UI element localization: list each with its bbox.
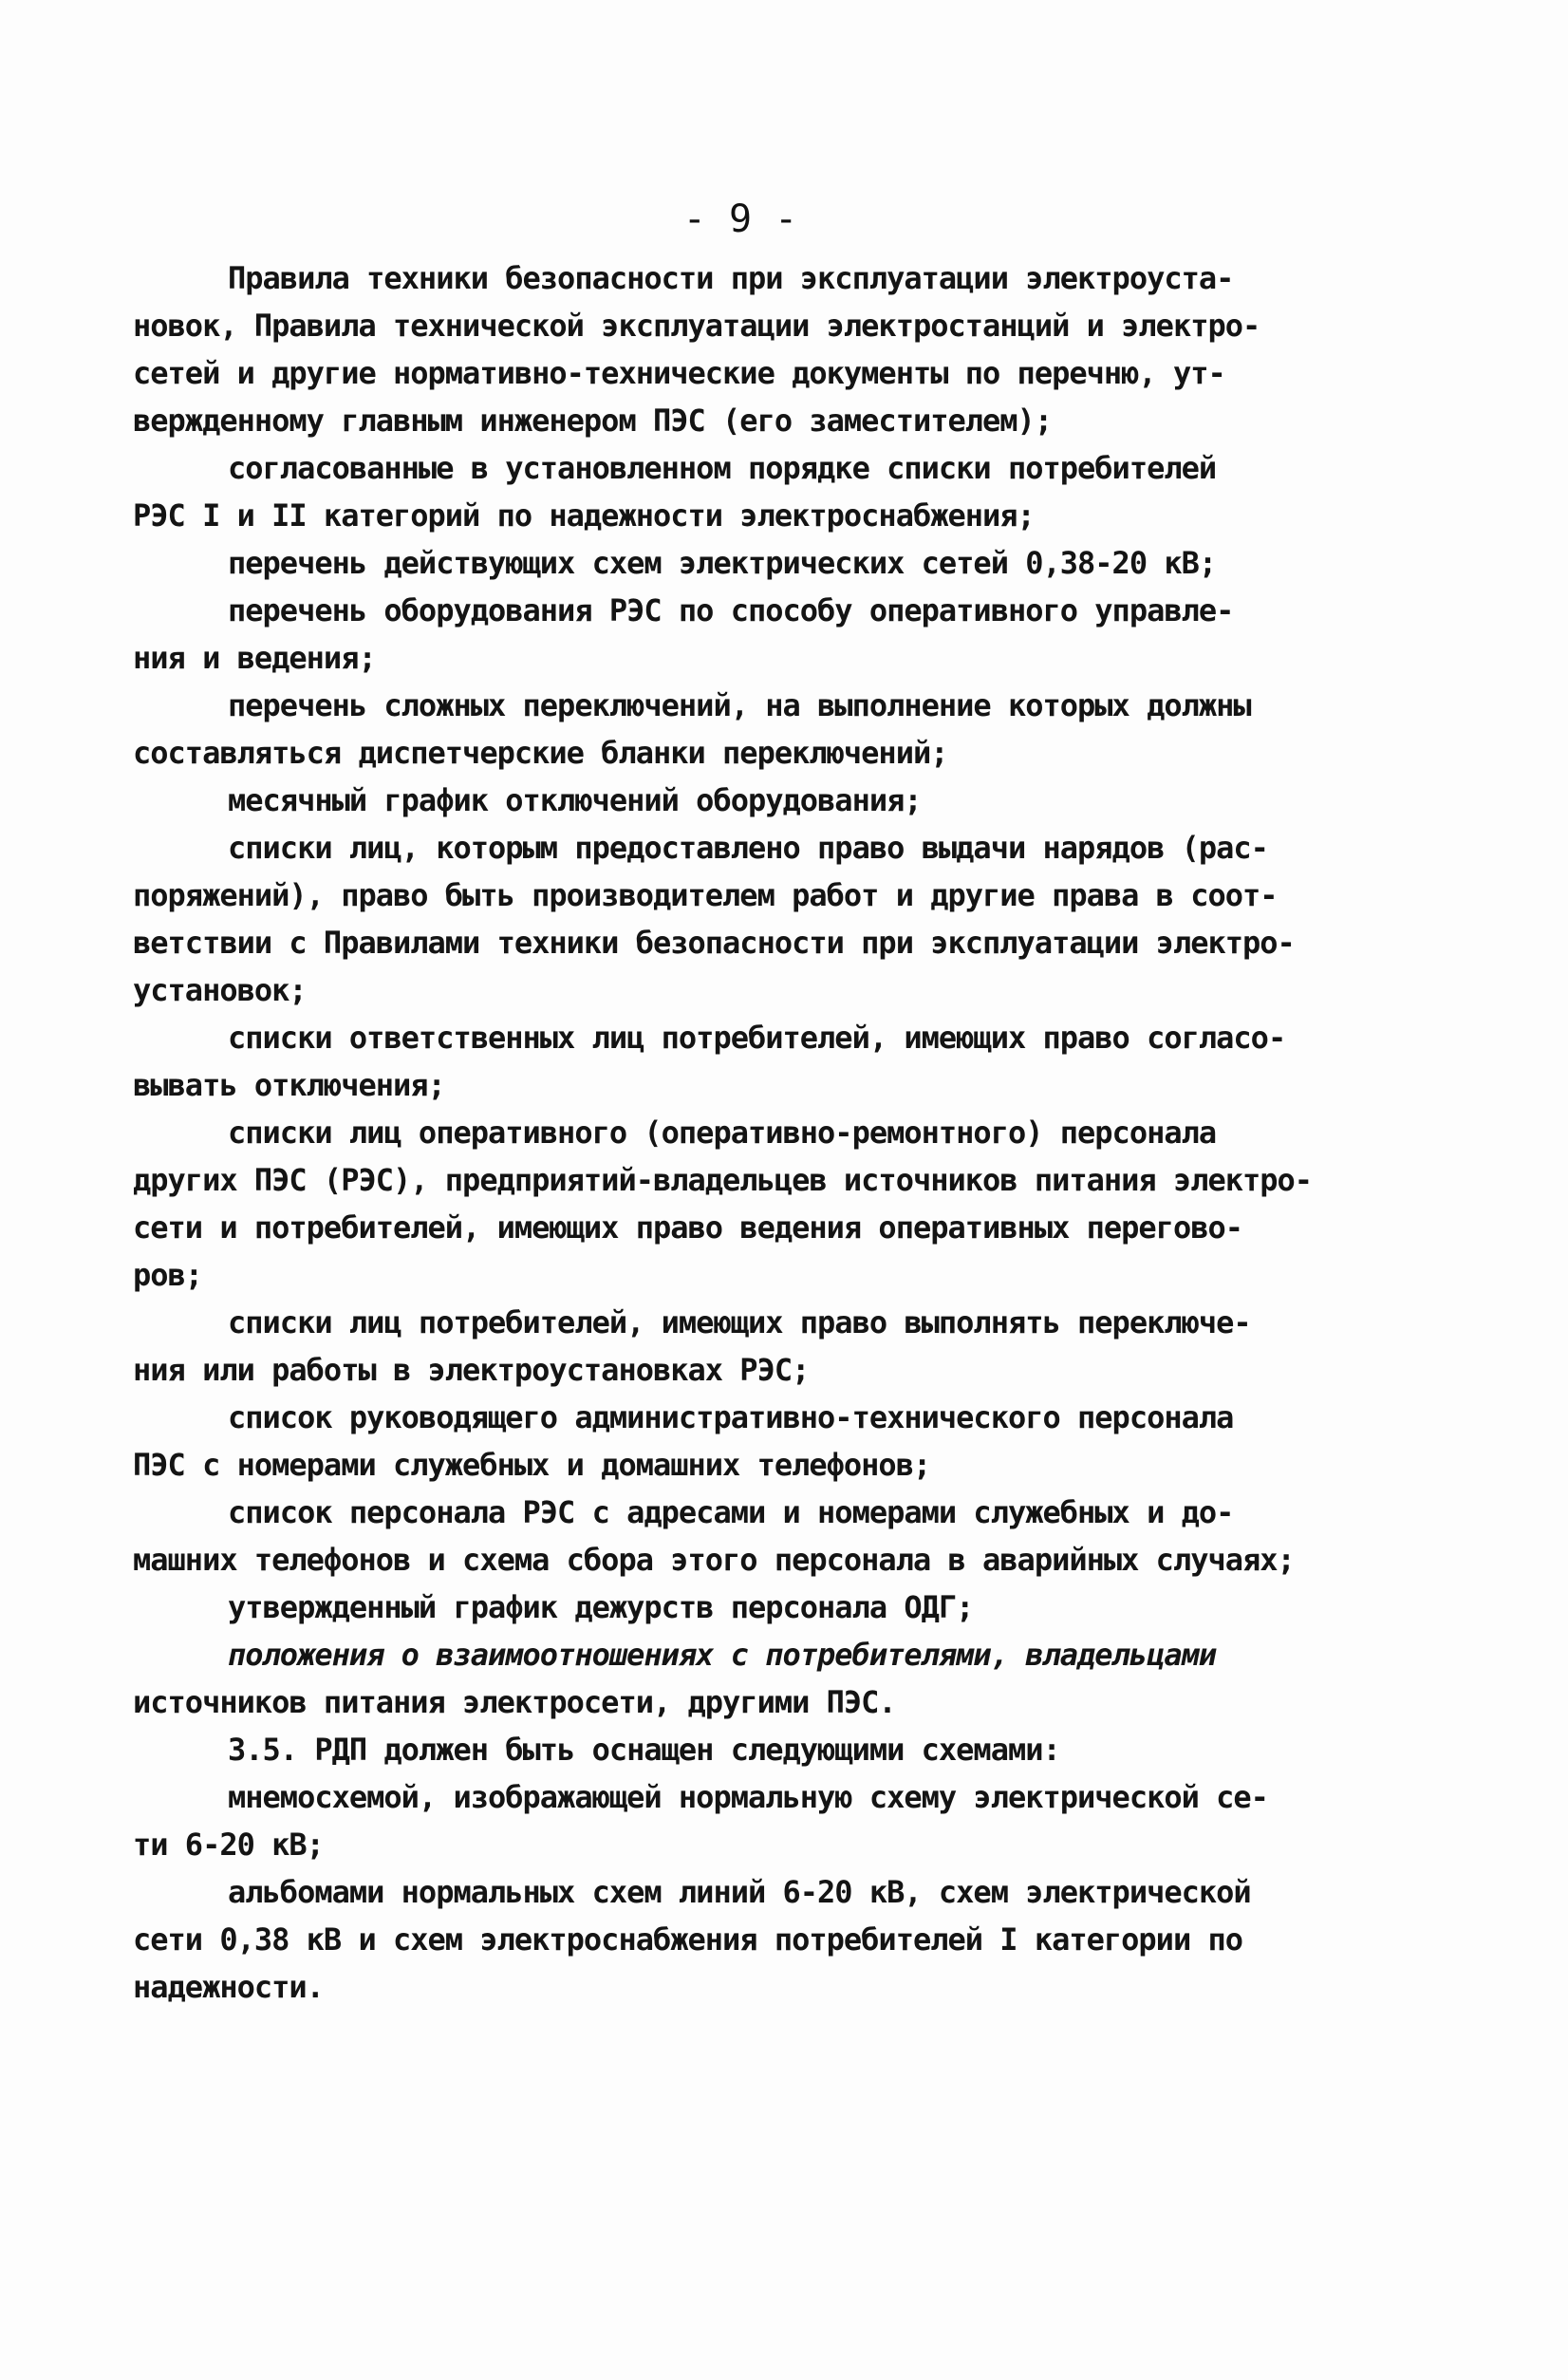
text-line: Правила техники безопасности при эксплуатации электроуста- (228, 260, 1234, 296)
text-line: установок; (133, 972, 307, 1008)
text-line: ветствии с Правилами техники безопасности при эксплуатации электро- (133, 925, 1295, 961)
text-line: мнемосхемой, изображающей нормальную схему электрической се- (228, 1779, 1268, 1815)
page-number: - 9 - (682, 197, 798, 241)
text-line: источников питания электросети, другими ПЭС. (133, 1684, 896, 1720)
text-line: перечень сложных переключений, на выполнение которых должны (228, 687, 1251, 723)
text-line: составляться диспетчерские бланки переключений; (133, 735, 948, 771)
text-line: вержденному главным инженером ПЭС (его заместителем); (133, 403, 1053, 439)
text-line: ров; (133, 1257, 203, 1293)
text-line: новок, Правила технической эксплуатации электростанций и электро- (133, 308, 1260, 344)
text-line: перечень действующих схем электрических сетей 0,38-20 кВ; (228, 545, 1217, 581)
text-line: машних телефонов и схема сбора этого персонала в аварийных случаях; (133, 1542, 1295, 1578)
text-line: сети 0,38 кВ и схем электроснабжения потребителей I категории по (133, 1921, 1242, 1958)
text-line: месячный график отключений оборудования; (228, 782, 922, 818)
text-line: других ПЭС (РЭС), предприятий-владельцев источников питания электро- (133, 1162, 1313, 1198)
text-line: ПЭС с номерами служебных и домашних телефонов; (133, 1447, 931, 1483)
text-line: вывать отключения; (133, 1067, 445, 1103)
text-line: перечень оборудования РЭС по способу оперативного управле- (228, 592, 1234, 628)
section-heading-3-5: 3.5. РДП должен быть оснащен следующими схемами: (228, 1732, 1060, 1768)
text-line: сети и потребителей, имеющих право ведения оперативных перегово- (133, 1209, 1242, 1246)
text-line: поряжений), право быть производителем работ и другие права в соот- (133, 877, 1278, 913)
text-line: списки лиц, которым предоставлено право выдачи нарядов (рас- (228, 830, 1268, 866)
text-line: список руководящего административно-технического персонала (228, 1399, 1234, 1435)
text-line: сетей и другие нормативно-технические документы по перечню, ут- (133, 355, 1225, 391)
body-text (133, 254, 1443, 2011)
text-line: положения о взаимоотношениях с потребителями, владельцами (228, 1637, 1217, 1673)
text-line: РЭС I и II категорий по надежности электроснабжения; (133, 497, 1035, 534)
text-line: список персонала РЭС с адресами и номерами служебных и до- (228, 1494, 1234, 1530)
text-line: списки ответственных лиц потребителей, имеющих право согласо- (228, 1020, 1286, 1056)
text-line: альбомами нормальных схем линий 6-20 кВ, схем электрической (228, 1874, 1251, 1910)
text-line: утвержденный график дежурств персонала ОДГ; (228, 1589, 974, 1625)
text-line: согласованные в установленном порядке списки потребителей (228, 450, 1217, 486)
text-line: списки лиц потребителей, имеющих право выполнять переключе- (228, 1304, 1251, 1340)
text-line: списки лиц оперативного (оперативно-ремонтного) персонала (228, 1115, 1217, 1151)
text-line: надежности. (133, 1969, 324, 2005)
text-line: ния и ведения; (133, 640, 376, 676)
text-line: ния или работы в электроустановках РЭС; (133, 1352, 810, 1388)
text-line: ти 6-20 кВ; (133, 1827, 324, 1863)
